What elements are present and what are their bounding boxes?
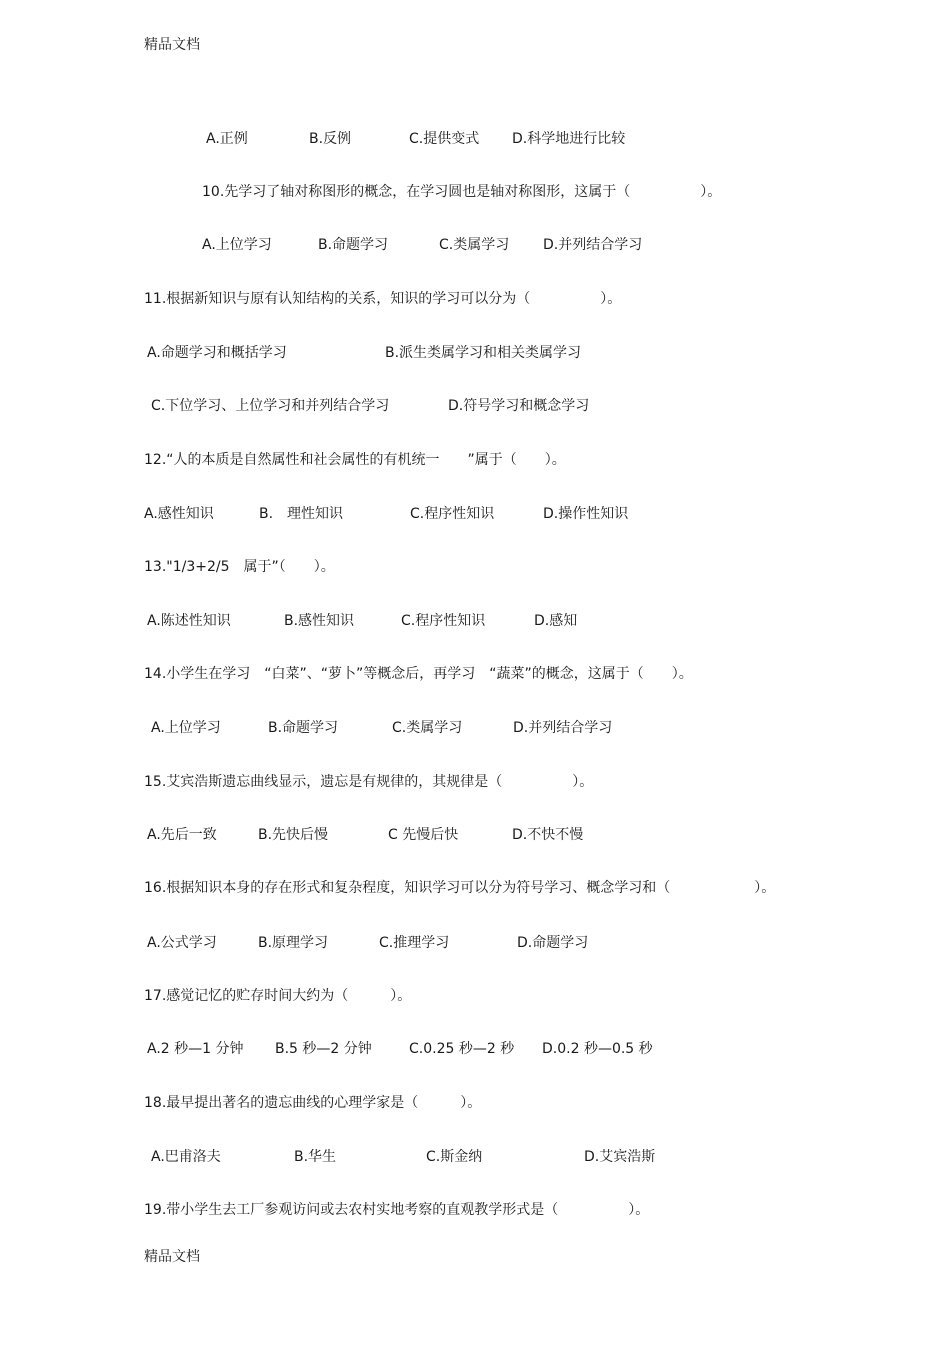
q12-option-d: D.操作性知识 (543, 506, 629, 522)
q13-option-d: D.感知 (534, 613, 578, 629)
q15-option-b: B.先快后慢 (258, 827, 329, 843)
q18-option-c: C.斯金纳 (426, 1149, 483, 1165)
q17-option-a: A.2 秒—1 分钟 (147, 1041, 244, 1057)
q17-stem: 17.感觉记忆的贮存时间大约为（ ）。 (144, 988, 412, 1004)
q10-stem: 10.先学习了轴对称图形的概念，在学习圆也是轴对称图形，这属于（ ）。 (202, 184, 722, 200)
q19-stem: 19.带小学生去工厂参观访问或去农村实地考察的直观教学形式是（ ）。 (144, 1202, 650, 1218)
q14-option-a: A.上位学习 (151, 720, 221, 736)
q10-option-c: C.类属学习 (439, 237, 510, 253)
q9-option-c: C.提供变式 (409, 131, 480, 147)
q18-option-d: D.艾宾浩斯 (584, 1149, 656, 1165)
q15-option-c: C 先慢后快 (388, 827, 459, 843)
q18-option-a: A.巴甫洛夫 (151, 1149, 221, 1165)
q10-option-d: D.并列结合学习 (543, 237, 643, 253)
q18-stem: 18.最早提出著名的遗忘曲线的心理学家是（ ）。 (144, 1095, 482, 1111)
q16-option-b: B.原理学习 (258, 935, 329, 951)
q11-option-b: B.派生类属学习和相关类属学习 (385, 345, 582, 361)
q12-option-a: A.感性知识 (144, 506, 214, 522)
q16-stem: 16.根据知识本身的存在形式和复杂程度，知识学习可以分为符号学习、概念学习和（ ）。 (144, 880, 776, 896)
q13-option-c: C.程序性知识 (401, 613, 486, 629)
q16-option-d: D.命题学习 (517, 935, 589, 951)
q12-option-b: B. 理性知识 (259, 506, 344, 522)
q14-stem: 14.小学生在学习 “白菜”、“萝卜”等概念后，再学习 “蔬菜”的概念，这属于（ ）。 (144, 666, 693, 682)
q11-option-d: D.符号学习和概念学习 (448, 398, 590, 414)
q17-option-d: D.0.2 秒—0.5 秒 (542, 1041, 653, 1057)
q17-option-b: B.5 秒—2 分钟 (275, 1041, 372, 1057)
q13-option-a: A.陈述性知识 (147, 613, 231, 629)
q14-option-b: B.命题学习 (268, 720, 339, 736)
q9-option-b: B.反例 (309, 131, 352, 147)
page-footer: 精品文档 (144, 1249, 200, 1265)
q15-option-a: A.先后一致 (147, 827, 217, 843)
q11-option-a: A.命题学习和概括学习 (147, 345, 287, 361)
q16-option-a: A.公式学习 (147, 935, 217, 951)
q18-option-b: B.华生 (294, 1149, 337, 1165)
q10-option-b: B.命题学习 (318, 237, 389, 253)
q12-option-c: C.程序性知识 (410, 506, 495, 522)
q12-stem: 12.“人的本质是自然属性和社会属性的有机统一 ”属于（ ）。 (144, 452, 566, 468)
q11-stem: 11.根据新知识与原有认知结构的关系，知识的学习可以分为（ ）。 (144, 291, 622, 307)
q9-option-a: A.正例 (206, 131, 248, 147)
q11-option-c: C.下位学习、上位学习和并列结合学习 (151, 398, 390, 414)
q14-option-c: C.类属学习 (392, 720, 463, 736)
q13-stem: 13."1/3+2/5 属于”（ ）。 (144, 559, 335, 575)
q15-stem: 15.艾宾浩斯遗忘曲线显示，遗忘是有规律的，其规律是（ ）。 (144, 774, 594, 790)
q14-option-d: D.并列结合学习 (513, 720, 613, 736)
q10-option-a: A.上位学习 (202, 237, 272, 253)
q13-option-b: B.感性知识 (284, 613, 355, 629)
page-header: 精品文档 (144, 37, 200, 53)
q9-option-d: D.科学地进行比较 (512, 131, 626, 147)
q15-option-d: D.不快不慢 (512, 827, 584, 843)
q17-option-c: C.0.25 秒—2 秒 (409, 1041, 515, 1057)
q16-option-c: C.推理学习 (379, 935, 450, 951)
